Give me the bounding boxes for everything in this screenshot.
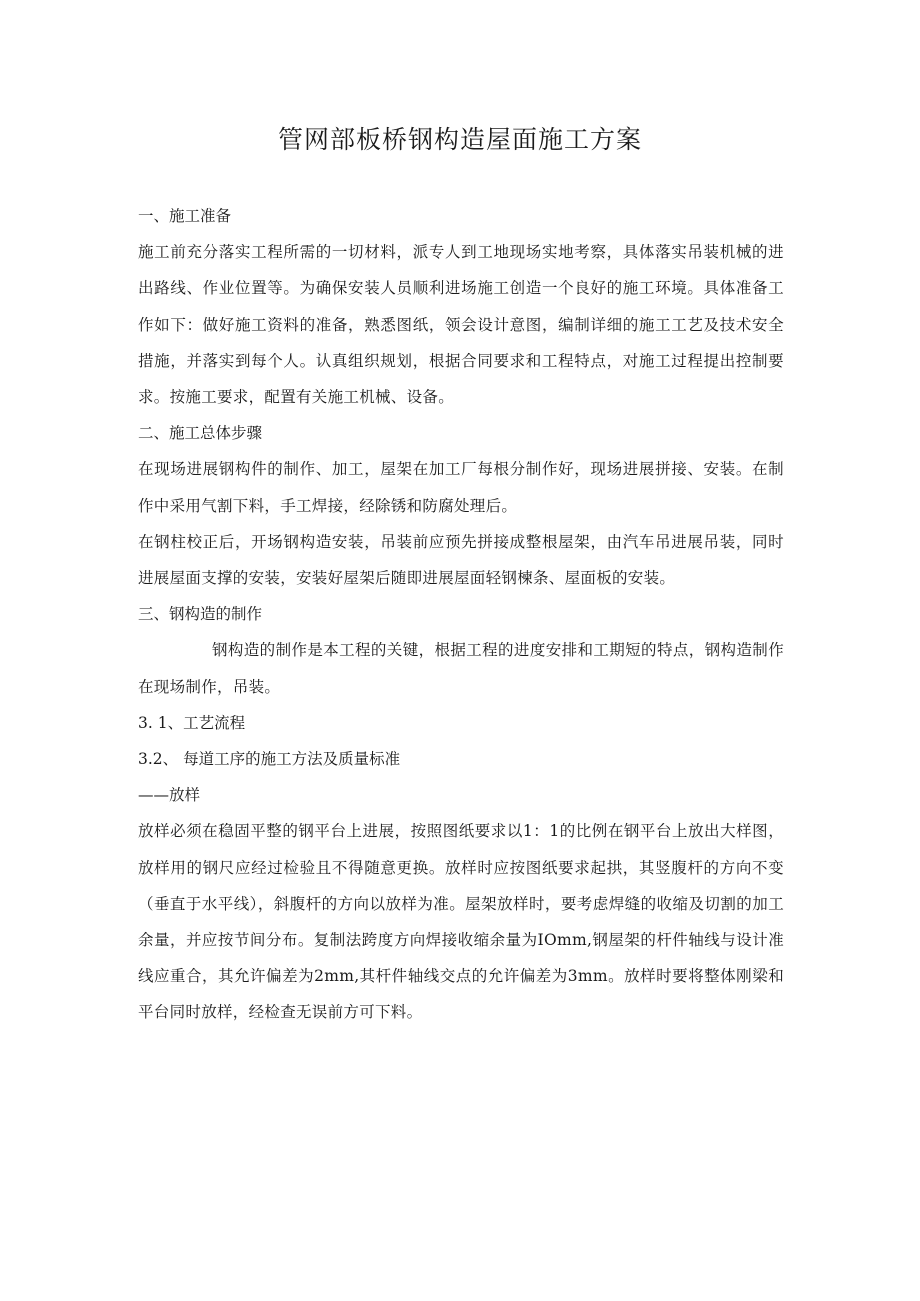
paragraph-installation: 在钢柱校正后，开场钢构造安装，吊装前应预先拼接成整根屋架，由汽车吊进展吊装，同时进展屋面支撑的安装，安装好屋架后随即进展屋面轻钢楝条、屋面板的安装。 (138, 532, 784, 588)
document-title: 管网部板桥钢构造屋面施工方案 (277, 125, 642, 154)
section-heading-preparation: 一、施工准备 (138, 207, 232, 225)
paragraph-fabrication-onsite: 在现场进展钢构件的制作、加工，屋架在加工厂每根分制作好，现场进展拼接、安装。在制作中采用气割下料，手工焊接，经除锈和防腐处理后。 (138, 460, 784, 515)
subsection-heading-process-flow: 3. 1、工艺流程 (138, 713, 246, 732)
item-heading-layout: ——放样 (138, 786, 201, 805)
subsection-heading-methods-standards: 3.2、 每道工序的施工方法及质量标准 (138, 750, 401, 769)
paragraph-preparation: 施工前充分落实工程所需的一切材料，派专人到工地现场实地考察，具体落实吊装机械的进出路线、作业位置等。为确保安装人员顺利进场施工创造一个良好的施工环境。具体准备工作如下：做好施工资料的准备，熟悉图纸，领会设计意图，编制详细的施工工艺及技术安全措施，并落实到每个人。认真组织规划，根据合同要求和工程特点，对施工过程提出控制要求。按施工要求，配置有关施工机械、设备。 (138, 243, 784, 407)
document-body (138, 198, 784, 1031)
paragraph-layout: 放样必须在稳固平整的钢平台上进展，按照图纸要求以1：1的比例在钢平台上放出大样图，放样用的钢尺应经过检验且不得随意更换。放样时应按图纸要求起拱，其竖腹杆的方向不变（垂直于水平线），斜腹杆的方向以放样为准。屋架放样时，要考虑焊缝的收缩及切割的加工余量，并应按节间分布。复制法跨度方向焊接收缩余量为IOmm,钢屋架的杆件轴线与设计准线应重合，其允许偏差为2mm,其杆件轴线交点的允许偏差为3mm。放样时要将整体刚梁和平台同时放样，经检查无误前方可下料。 (138, 822, 784, 1022)
paragraph-steel-fabrication: 钢构造的制作是本工程的关键，根据工程的进度安排和工期短的特点，钢构造制作在现场制作，吊装。 (138, 641, 784, 696)
section-heading-overall-steps: 二、施工总体步骤 (138, 424, 263, 443)
section-heading-steel-fabrication: 三、钢构造的制作 (138, 605, 263, 624)
